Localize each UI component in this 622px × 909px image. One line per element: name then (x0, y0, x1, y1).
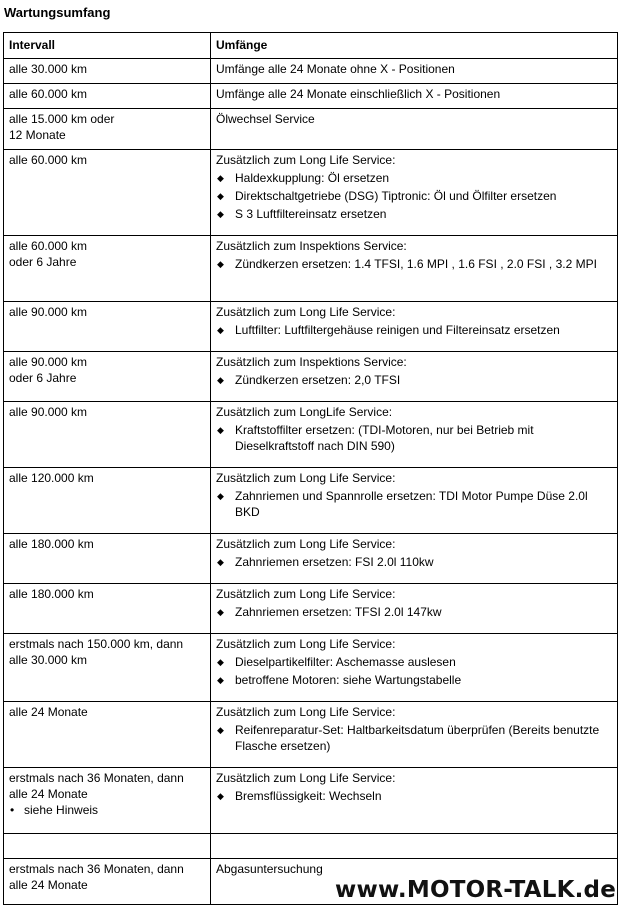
scope-item-text: Zahnriemen ersetzen: TFSI 2.0l 147kw (235, 605, 442, 619)
interval-line: alle 90.000 km (9, 305, 88, 319)
interval-cell (4, 584, 211, 634)
interval-line: oder 6 Jahre (9, 371, 77, 385)
table-row (4, 468, 618, 534)
table-row (4, 402, 618, 468)
scope-cell (211, 402, 618, 468)
scope-cell (211, 834, 618, 859)
scope-item-list (216, 722, 612, 754)
scope-item-list (216, 422, 612, 454)
interval-line: oder 6 Jahre (9, 255, 77, 269)
scope-lead: Zusätzlich zum Long Life Service: (216, 587, 396, 601)
diamond-bullet-icon: ◆ (217, 791, 224, 801)
scope-item (216, 722, 612, 754)
diamond-bullet-icon: ◆ (217, 191, 224, 201)
scope-item-text: Luftfilter: Luftfiltergehäuse reinigen und Filtereinsatz ersetzen (235, 323, 560, 337)
scope-item (216, 256, 612, 272)
interval-line: alle 180.000 km (9, 537, 94, 551)
scope-lead: Zusätzlich zum Inspektions Service: (216, 355, 407, 369)
table-row (4, 534, 618, 584)
scope-item-list (216, 604, 612, 620)
interval-cell (4, 236, 211, 302)
diamond-bullet-icon: ◆ (217, 375, 224, 385)
interval-line: alle 24 Monate (9, 878, 88, 892)
interval-line: alle 60.000 km (9, 239, 88, 253)
scope-item (216, 188, 612, 204)
table-row (4, 634, 618, 702)
interval-line: alle 30.000 km (9, 62, 88, 76)
interval-cell (4, 534, 211, 584)
scope-item-text: Zahnriemen ersetzen: FSI 2.0l 110kw (235, 555, 434, 569)
interval-cell (4, 768, 211, 834)
interval-cell (4, 402, 211, 468)
interval-line: alle 15.000 km oder (9, 112, 115, 126)
interval-line: erstmals nach 36 Monaten, dann (9, 771, 184, 785)
table-row (4, 702, 618, 768)
scope-cell (211, 150, 618, 236)
scope-item-text: Zahnriemen und Spannrolle ersetzen: TDI Motor Pumpe Düse 2.0l BKD (235, 489, 588, 519)
interval-note (9, 802, 205, 818)
scope-item-list (216, 372, 612, 388)
header-scope: Umfänge (211, 33, 618, 59)
interval-cell (4, 834, 211, 859)
table-row (4, 59, 618, 84)
table-body (4, 59, 618, 905)
scope-item-text: Kraftstoffilter ersetzen: (TDI-Motoren, nur bei Betrieb mit Dieselkraftstoff nach DIN 590) (235, 423, 534, 453)
scope-item (216, 672, 612, 688)
scope-item (216, 422, 612, 454)
interval-cell (4, 702, 211, 768)
scope-item (216, 170, 612, 186)
table-row (4, 834, 618, 859)
table-row (4, 236, 618, 302)
scope-item-list (216, 654, 612, 688)
diamond-bullet-icon: ◆ (217, 607, 224, 617)
watermark: www.MOTOR-TALK.de (335, 877, 616, 903)
interval-line: erstmals nach 150.000 km, dann (9, 637, 184, 651)
scope-lead: Umfänge alle 24 Monate ohne X - Positionen (216, 62, 455, 76)
interval-line: alle 120.000 km (9, 471, 94, 485)
scope-item-text: Zündkerzen ersetzen: 1.4 TFSI, 1.6 MPI , 1.6 FSI , 2.0 FSI , 3.2 MPI (235, 257, 597, 271)
table-row (4, 109, 618, 150)
diamond-bullet-icon: ◆ (217, 725, 224, 735)
header-interval: Intervall (4, 33, 211, 59)
interval-cell (4, 859, 211, 905)
scope-cell (211, 584, 618, 634)
scope-item (216, 654, 612, 670)
scope-lead: Ölwechsel Service (216, 112, 315, 126)
table-row (4, 84, 618, 109)
scope-item-text: Reifenreparatur-Set: Haltbarkeitsdatum überprüfen (Bereits benutzte Flasche ersetzen) (235, 723, 600, 753)
diamond-bullet-icon: ◆ (217, 325, 224, 335)
table-row (4, 584, 618, 634)
interval-cell (4, 150, 211, 236)
scope-cell (211, 236, 618, 302)
interval-line: alle 90.000 km (9, 355, 88, 369)
scope-lead: Zusätzlich zum LongLife Service: (216, 405, 393, 419)
scope-lead: Zusätzlich zum Long Life Service: (216, 771, 396, 785)
scope-lead: Zusätzlich zum Long Life Service: (216, 705, 396, 719)
scope-cell (211, 302, 618, 352)
scope-item-text: Bremsflüssigkeit: Wechseln (235, 789, 382, 803)
diamond-bullet-icon: ◆ (217, 425, 224, 435)
scope-item-list (216, 488, 612, 520)
table-header-row (4, 33, 618, 59)
scope-item-text: Zündkerzen ersetzen: 2,0 TFSI (235, 373, 401, 387)
diamond-bullet-icon: ◆ (217, 173, 224, 183)
scope-item (216, 554, 612, 570)
diamond-bullet-icon: ◆ (217, 557, 224, 567)
scope-cell (211, 468, 618, 534)
page-title: Wartungsumfang (4, 5, 111, 20)
diamond-bullet-icon: ◆ (217, 675, 224, 685)
diamond-bullet-icon: ◆ (217, 491, 224, 501)
scope-lead: Umfänge alle 24 Monate einschließlich X - Positionen (216, 87, 501, 101)
scope-item-text: Direktschaltgetriebe (DSG) Tiptronic: Öl und Ölfilter ersetzen (235, 189, 557, 203)
diamond-bullet-icon: ◆ (217, 657, 224, 667)
interval-cell (4, 109, 211, 150)
scope-item (216, 788, 612, 804)
scope-lead: Zusätzlich zum Long Life Service: (216, 305, 396, 319)
table-row (4, 768, 618, 834)
scope-cell (211, 534, 618, 584)
interval-line: alle 90.000 km (9, 405, 88, 419)
scope-item-text: Dieselpartikelfilter: Aschemasse auslesen (235, 655, 456, 669)
interval-line: alle 60.000 km (9, 87, 88, 101)
diamond-bullet-icon: ◆ (217, 259, 224, 269)
scope-item-list (216, 788, 612, 804)
interval-note-text: siehe Hinweis (24, 803, 99, 817)
diamond-bullet-icon: ◆ (217, 209, 224, 219)
interval-cell (4, 84, 211, 109)
scope-item-list (216, 256, 612, 272)
scope-item-list (216, 170, 612, 222)
scope-item (216, 372, 612, 388)
table-row (4, 150, 618, 236)
scope-lead: Zusätzlich zum Long Life Service: (216, 153, 396, 167)
scope-item-text: S 3 Luftfiltereinsatz ersetzen (235, 207, 387, 221)
scope-cell (211, 768, 618, 834)
table-row (4, 302, 618, 352)
scope-cell (211, 352, 618, 402)
scope-item (216, 206, 612, 222)
interval-cell (4, 352, 211, 402)
scope-item (216, 322, 612, 338)
interval-line: alle 24 Monate (9, 705, 88, 719)
round-bullet-icon: • (10, 803, 15, 817)
scope-lead: Zusätzlich zum Long Life Service: (216, 637, 396, 651)
scope-lead: Zusätzlich zum Long Life Service: (216, 537, 396, 551)
interval-cell (4, 59, 211, 84)
scope-cell (211, 84, 618, 109)
scope-cell (211, 702, 618, 768)
scope-lead: Zusätzlich zum Long Life Service: (216, 471, 396, 485)
scope-item-list (216, 322, 612, 338)
interval-line: alle 30.000 km (9, 653, 88, 667)
interval-cell (4, 634, 211, 702)
scope-item-text: betroffene Motoren: siehe Wartungstabelle (235, 673, 462, 687)
interval-line: alle 180.000 km (9, 587, 94, 601)
scope-item (216, 488, 612, 520)
maintenance-table (3, 32, 618, 905)
table-row (4, 352, 618, 402)
scope-item-text: Haldexkupplung: Öl ersetzen (235, 171, 390, 185)
interval-line: alle 24 Monate (9, 787, 88, 801)
scope-cell (211, 634, 618, 702)
interval-cell (4, 302, 211, 352)
interval-cell (4, 468, 211, 534)
interval-line: alle 60.000 km (9, 153, 88, 167)
scope-cell (211, 59, 618, 84)
scope-lead: Zusätzlich zum Inspektions Service: (216, 239, 407, 253)
interval-line: 12 Monate (9, 128, 66, 142)
scope-item-list (216, 554, 612, 570)
scope-cell (211, 109, 618, 150)
scope-item (216, 604, 612, 620)
scope-lead: Abgasuntersuchung (216, 862, 323, 876)
interval-line: erstmals nach 36 Monaten, dann (9, 862, 184, 876)
